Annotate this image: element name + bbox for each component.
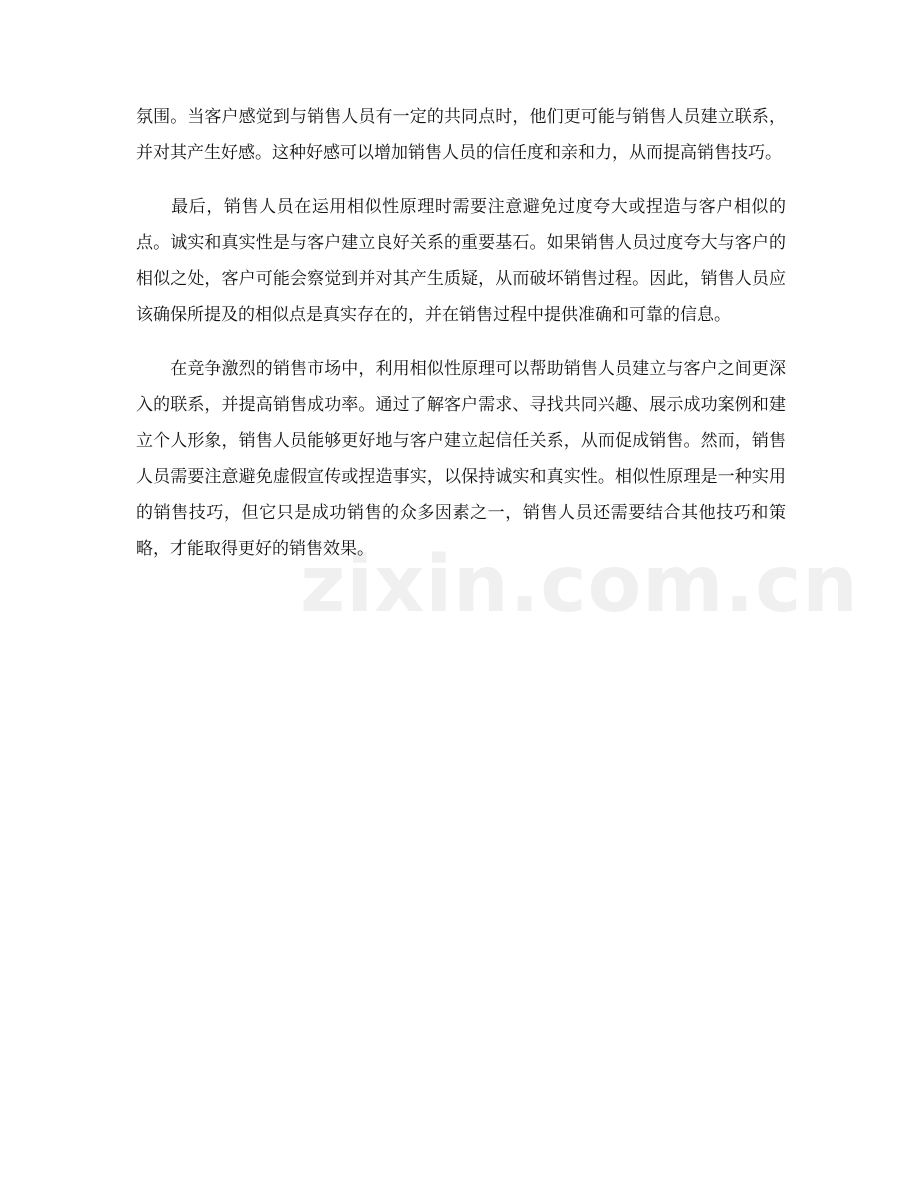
- document-body: [136, 99, 786, 585]
- paragraph-3: 在竞争激烈的销售市场中，利用相似性原理可以帮助销售人员建立与客户之间更深入的联系，并提高销售成功率。通过了解客户需求、寻找共同兴趣、展示成功案例和建立个人形象，销售人员能够更好地与客户建立起信任关系，从而促成销售。然而，销售人员需要注意避免虚假宣传或捏造事实，以保持诚实和真实性。相似性原理是一种实用的销售技巧，但它只是成功销售的众多因素之一，销售人员还需要结合其他技巧和策略，才能取得更好的销售效果。: [136, 359, 786, 559]
- watermark-text: zixin.com.cn: [300, 540, 859, 630]
- paragraph-1: 氛围。当客户感觉到与销售人员有一定的共同点时，他们更可能与销售人员建立联系，并对其产生好感。这种好感可以增加销售人员的信任度和亲和力，从而提高销售技巧。: [136, 107, 786, 163]
- paragraph-2: 最后，销售人员在运用相似性原理时需要注意避免过度夸大或捏造与客户相似的点。诚实和真实性是与客户建立良好关系的重要基石。如果销售人员过度夸大与客户的相似之处，客户可能会察觉到并对其产生质疑，从而破坏销售过程。因此，销售人员应该确保所提及的相似点是真实存在的，并在销售过程中提供准确和可靠的信息。: [136, 197, 786, 325]
